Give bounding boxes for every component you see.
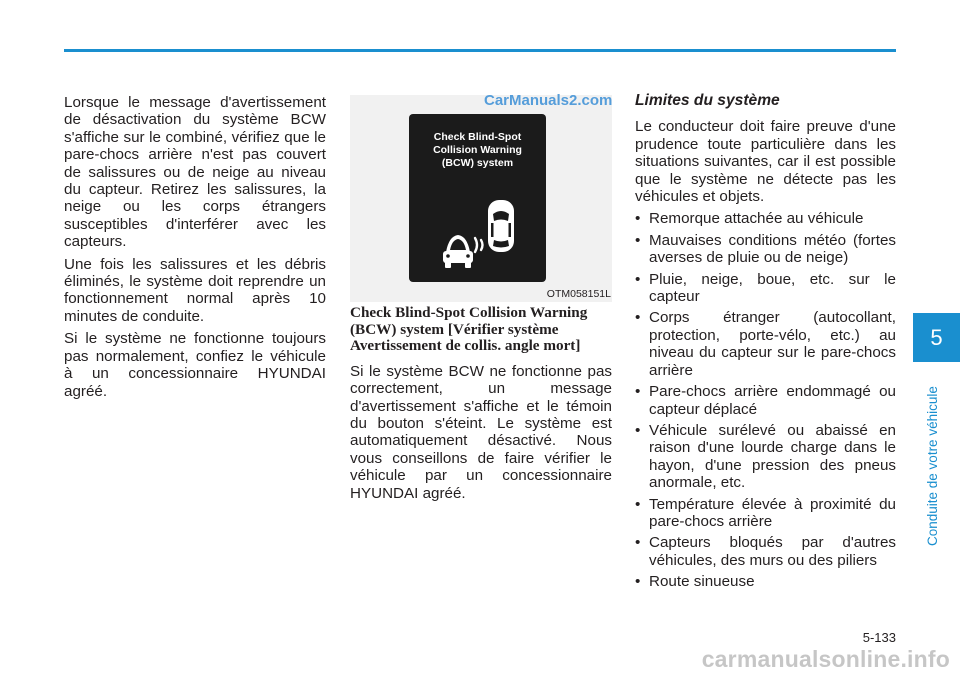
display-line-3: (BCW) system	[441, 157, 514, 169]
paragraph-contact-dealer: Si le système ne fonctionne toujours pas normalement, confiez le véhicule à un concessionnaire HYUNDAI agréé.	[64, 330, 326, 400]
list-item: • Route sinueuse	[635, 573, 896, 590]
chapter-tab: 5	[913, 313, 960, 362]
top-rule	[64, 49, 896, 52]
section-heading-bcw-check: Check Blind-Spot Collision Warning (BCW) system [Vérifier système Avertissement de collis. angle mort]	[350, 304, 588, 355]
section-heading-limits: Limites du système	[635, 92, 780, 109]
limits-list	[635, 210, 896, 590]
list-item: • Pare-chocs arrière endommagé ou capteur déplacé	[635, 383, 896, 418]
footer-watermark: carmanualsonline.info	[701, 646, 950, 672]
list-item: • Capteurs bloqués par d'autres véhicules, des murs ou des piliers	[635, 534, 896, 569]
list-item: • Mauvaises conditions météo (fortes averses de pluie ou de neige)	[635, 232, 896, 267]
display-line-2: Collision Warning	[433, 144, 522, 156]
carmanuals-watermark: CarManuals2.com	[484, 92, 613, 109]
chapter-title-vertical	[921, 371, 941, 546]
cluster-display	[409, 114, 546, 282]
list-item: • Remorque attachée au véhicule	[635, 210, 896, 227]
list-item: • Température élevée à proximité du pare-chocs arrière	[635, 496, 896, 531]
left-column	[64, 94, 326, 405]
page-number: 5-133	[862, 630, 896, 645]
paragraph-after-cleaning: Une fois les salissures et les débris éliminés, le système doit reprendre un fonctionnement normal après 10 minutes de conduite.	[64, 255, 326, 325]
list-item: • Pluie, neige, boue, etc. sur le capteur	[635, 271, 896, 306]
chapter-title: Conduite de votre véhicule	[925, 386, 940, 546]
paragraph-warning-message: Lorsque le message d'avertissement de désactivation du système BCW s'affiche sur le combiné, vérifiez que le pare-chocs arrière n'est pas couvert de salissures ou de neige au niveau du capteur. Retirez les salissures, la neige ou les corps étrangers susceptibles d'interférer avec les capteurs.	[64, 94, 326, 251]
blind-spot-cars-icon	[409, 114, 546, 282]
list-item: • Véhicule surélevé ou abaissé en raison d'une lourde charge dans le hayon, d'une pression des pneus anormale, etc.	[635, 422, 896, 492]
paragraph-bcw-malfunction: Si le système BCW ne fonctionne pas correctement, un message d'avertissement s'affiche et le témoin du bouton s'éteint. Le système est automatiquement désactivé. Nous vous conseillons de faire vérifier le véhicule par un concessionnaire HYUNDAI agréé.	[350, 362, 612, 502]
right-column	[635, 92, 896, 595]
figure-code: OTM058151L	[546, 288, 611, 300]
display-line-1: Check Blind-Spot	[433, 131, 522, 143]
middle-column	[350, 305, 612, 507]
list-item: • Corps étranger (autocollant, protection, porte-vélo, etc.) au niveau du capteur sur le pare-chocs arrière	[635, 309, 896, 379]
paragraph-limits-intro: Le conducteur doit faire preuve d'une prudence toute particulière dans les situations suivantes, car il est possible que le système ne détecte pas les véhicules et objets.	[635, 118, 896, 206]
